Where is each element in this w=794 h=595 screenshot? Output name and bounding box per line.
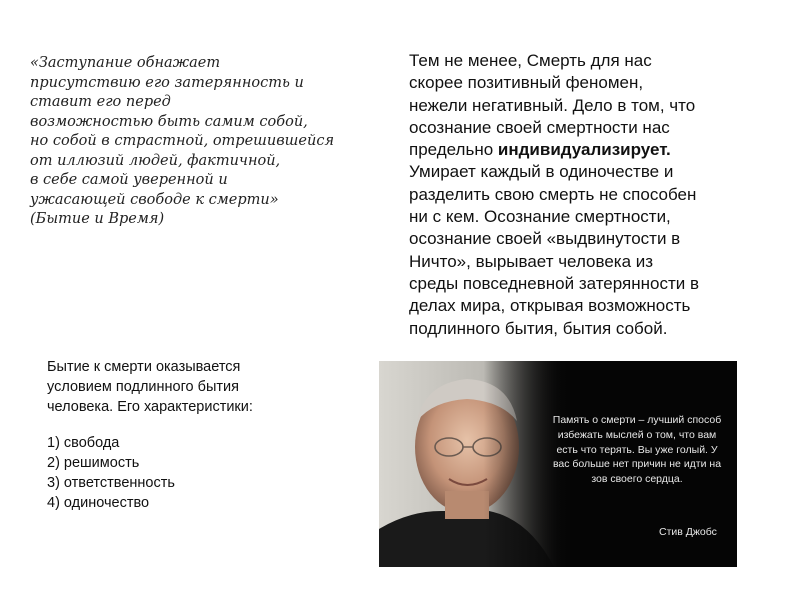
paragraph-line: нежели негативный. Дело в том, что [409,95,696,115]
list-intro-line: Бытие к смерти оказывается [47,359,241,375]
quote-line: присутствию его затерянность и [30,74,304,91]
list-intro-line: условием подлинного бытия [47,379,239,395]
caption-line: есть что терять. Вы уже голый. У [556,443,718,456]
paragraph-line: разделить свою смерть не способен [409,184,697,204]
being-towards-death-list [47,357,347,513]
list-item: 3) ответственность [47,475,175,491]
quote-line: ставит его перед [30,94,171,110]
death-positive-paragraph [409,50,769,340]
photo-author: Стив Джобс [659,526,717,538]
quote-line: в себе самой уверенной и [30,172,228,188]
paragraph-line-prefix: предельно [409,140,498,160]
quote-line: от иллюзий людей, фактичной, [30,152,281,169]
paragraph-line: осознание своей «выдвинутости в [409,229,681,249]
caption-line: избежать мыслей о том, что вам [557,428,717,441]
emphasis-word: индивидуализирует. [497,140,671,160]
paragraph-line-emphasis [409,139,769,161]
list-item: 2) решимость [47,455,140,471]
list-item: 4) одиночество [47,495,150,511]
quote-line: «Заступание обнажает [30,55,221,71]
caption-line: Память о смерти – лучший способ [552,414,722,426]
paragraph-line: Тем не менее, Смерть для нас [409,51,652,70]
paragraph-line: среды повседневной затерянности в [409,273,699,293]
caption-line: вас больше нет причин не идти на [552,458,722,471]
heidegger-quote [30,54,370,230]
quote-line: но собой в страстной, отрешившейся [30,133,335,149]
quote-line: ужасающей свободе к смерти» [30,191,279,208]
paragraph-line: ни с кем. Осознание смертности, [409,207,671,227]
list-spacer [47,417,347,433]
paragraph-line: делах мира, открывая возможность [409,296,691,316]
paragraph-line: подлинного бытия, бытия собой. [409,318,668,338]
caption-line: зов своего сердца. [591,473,683,486]
quote-photo [379,361,737,567]
portrait-image [379,361,569,567]
quote-source: (Бытие и Время) [30,211,165,227]
list-intro-line: человека. Его характеристики: [47,399,253,415]
paragraph-line: осознание своей смертности нас [409,117,670,137]
paragraph-line: скорее позитивный феномен, [409,73,644,93]
list-item: 1) свобода [47,435,120,451]
quote-line: возможностью быть самим собой, [30,113,308,130]
paragraph-line: Умирает каждый в одиночестве и [409,162,674,182]
photo-caption [542,413,732,487]
paragraph-line: Ничто», вырывает человека из [409,251,654,271]
